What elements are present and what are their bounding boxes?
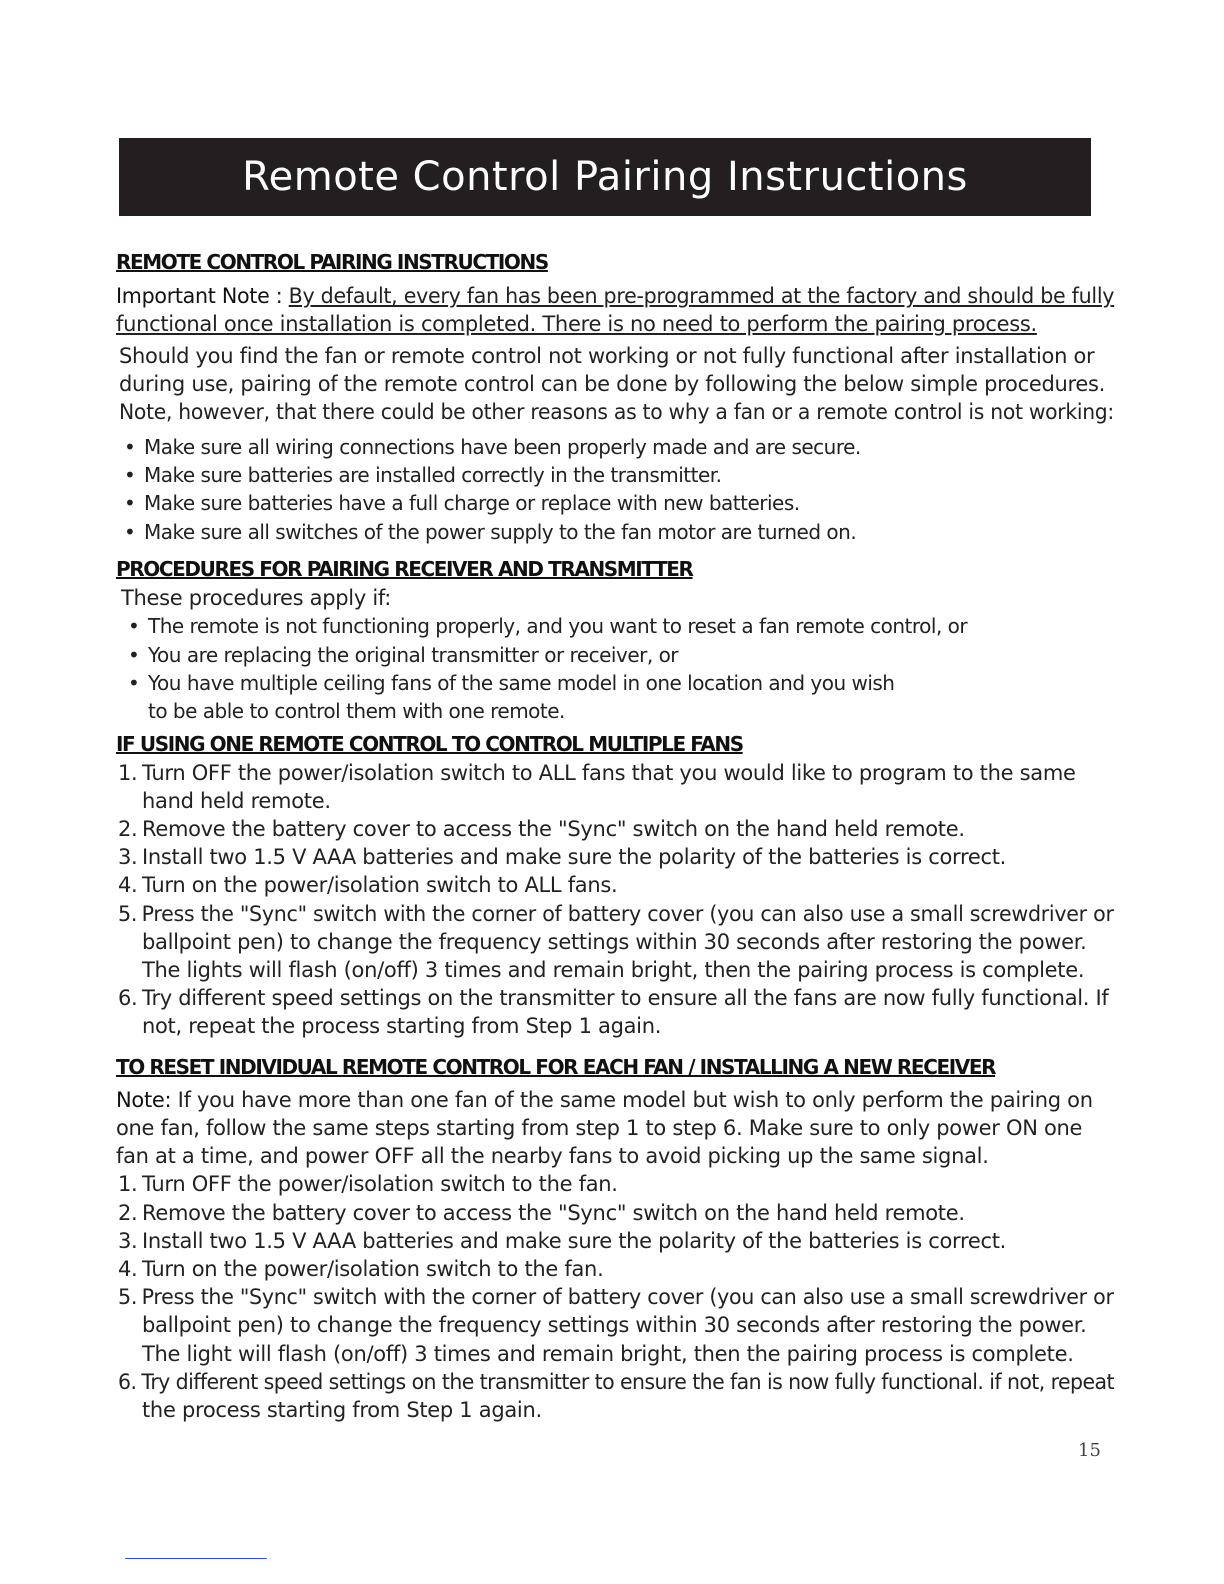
- step-text: Press the "Sync" switch with the corner of battery cover (you can also use a small screwdriver or: [141, 1285, 1114, 1309]
- step-item: [118, 759, 1076, 787]
- list-item: [128, 612, 967, 640]
- bullet-icon: •: [124, 491, 136, 515]
- list-item-text: You are replacing the original transmitter or receiver, or: [148, 643, 679, 667]
- section-heading-reset-individual: TO RESET INDIVIDUAL REMOTE CONTROL FOR EACH FAN / INSTALLING A NEW RECEIVER: [116, 1055, 996, 1079]
- note-text-1: If you have more than one fan of the same model but wish to only perform the pairing on: [171, 1088, 1093, 1112]
- step-item: [118, 1255, 603, 1283]
- step-number: 5.: [118, 1285, 138, 1309]
- important-note-label: Important Note :: [116, 284, 289, 308]
- list-item: [124, 518, 856, 546]
- important-note-line-2: functional once installation is completed. There is no need to perform the pairing process.: [116, 312, 1037, 336]
- step-text: Install two 1.5 V AAA batteries and make sure the polarity of the batteries is correct.: [142, 1229, 1007, 1253]
- step-item: [118, 1283, 1114, 1311]
- list-item: [128, 641, 678, 669]
- section-heading-multiple-fans: IF USING ONE REMOTE CONTROL TO CONTROL MULTIPLE FANS: [116, 732, 743, 756]
- step-text: Press the "Sync" switch with the corner of battery cover (you can also use a small screwdriver or: [141, 902, 1114, 926]
- step-item: [118, 984, 1109, 1012]
- footer-divider: [125, 1558, 267, 1559]
- note-line-3: fan at a time, and power OFF all the nearby fans to avoid picking up the same signal.: [116, 1144, 989, 1168]
- list-item-text: Make sure all wiring connections have been properly made and are secure.: [144, 435, 861, 459]
- step-number: 1.: [118, 1172, 138, 1196]
- step-text-continued: ballpoint pen) to change the frequency settings within 30 seconds after restoring the power.: [142, 930, 1087, 954]
- note-label: Note:: [116, 1088, 172, 1112]
- step-number: 6.: [118, 1370, 137, 1394]
- list-item-text: The remote is not functioning properly, and you want to reset a fan remote control, or: [148, 614, 968, 638]
- title-banner: [119, 138, 1091, 216]
- step-item: [118, 1368, 1114, 1396]
- step-text: Try different speed settings on the transmitter to ensure the fan is now fully functional. if not, repeat: [141, 1370, 1114, 1394]
- step-item: [118, 843, 1006, 871]
- step-text-continued: The lights will flash (on/off) 3 times and remain bright, then the pairing process is complete.: [142, 958, 1085, 982]
- procedures-intro: These procedures apply if:: [121, 586, 391, 610]
- step-text: Remove the battery cover to access the "Sync" switch on the hand held remote.: [142, 1201, 965, 1225]
- step-item: [118, 900, 1114, 928]
- list-item-text: Make sure batteries are installed correctly in the transmitter.: [144, 463, 722, 487]
- bullet-icon: •: [124, 520, 136, 544]
- section-heading-procedures: PROCEDURES FOR PAIRING RECEIVER AND TRANSMITTER: [116, 557, 693, 581]
- step-text: Turn on the power/isolation switch to the fan.: [142, 1257, 604, 1281]
- step-number: 3.: [118, 845, 138, 869]
- intro-paragraph-line-1: Should you find the fan or remote control not working or not fully functional after installation or: [119, 344, 1095, 368]
- step-number: 5.: [118, 902, 138, 926]
- step-text-continued: not, repeat the process starting from Step 1 again.: [142, 1014, 662, 1038]
- step-text: Try different speed settings on the transmitter to ensure all the fans are now fully functional. If: [142, 986, 1109, 1010]
- page-number: 15: [1078, 1440, 1101, 1461]
- note-line-1: [116, 1086, 1093, 1114]
- bullet-icon: •: [124, 463, 136, 487]
- step-text: Install two 1.5 V AAA batteries and make sure the polarity of the batteries is correct.: [142, 845, 1007, 869]
- step-text-continued: the process starting from Step 1 again.: [142, 1398, 542, 1422]
- list-item-text: You have multiple ceiling fans of the same model in one location and you wish: [148, 671, 895, 695]
- intro-paragraph-line-3: Note, however, that there could be other reasons as to why a fan or a remote control is not working:: [119, 400, 1114, 424]
- step-number: 6.: [118, 986, 138, 1010]
- list-item: [124, 461, 722, 489]
- step-text-continued: The light will flash (on/off) 3 times and remain bright, then the pairing process is complete.: [142, 1342, 1074, 1366]
- step-number: 4.: [118, 1257, 138, 1281]
- list-item: [128, 669, 894, 697]
- step-text: Turn OFF the power/isolation switch to ALL fans that you would like to program to the same: [142, 761, 1076, 785]
- list-item: [124, 489, 800, 517]
- bullet-icon: •: [128, 671, 140, 695]
- step-number: 4.: [118, 873, 138, 897]
- step-item: [118, 1199, 965, 1227]
- bullet-icon: •: [128, 643, 140, 667]
- bullet-icon: •: [124, 435, 136, 459]
- section-heading-pairing-instructions: REMOTE CONTROL PAIRING INSTRUCTIONS: [116, 250, 548, 274]
- step-text: Turn OFF the power/isolation switch to the fan.: [142, 1172, 618, 1196]
- note-line-2: one fan, follow the same steps starting from step 1 to step 6. Make sure to only power ON one: [116, 1116, 1083, 1140]
- step-text-continued: ballpoint pen) to change the frequency settings within 30 seconds after restoring the power.: [142, 1313, 1087, 1337]
- important-note-text-1: By default, every fan has been pre-programmed at the factory and should be fully: [288, 284, 1115, 308]
- list-item-text: Make sure all switches of the power supply to the fan motor are turned on.: [144, 520, 857, 544]
- step-number: 2.: [118, 817, 138, 841]
- list-item-continuation: to be able to control them with one remote.: [148, 699, 565, 723]
- list-item-text: Make sure batteries have a full charge or replace with new batteries.: [144, 491, 800, 515]
- important-note-line-1: [116, 282, 1114, 310]
- step-item: [118, 1227, 1006, 1255]
- step-item: [118, 871, 617, 899]
- step-text: Remove the battery cover to access the "Sync" switch on the hand held remote.: [142, 817, 965, 841]
- page-title: Remote Control Pairing Instructions: [242, 154, 968, 200]
- bullet-icon: •: [128, 614, 140, 638]
- step-text: Turn on the power/isolation switch to ALL fans.: [142, 873, 618, 897]
- step-number: 2.: [118, 1201, 138, 1225]
- intro-paragraph-line-2: during use, pairing of the remote control can be done by following the below simple procedures.: [119, 372, 1106, 396]
- step-number: 3.: [118, 1229, 138, 1253]
- step-number: 1.: [118, 761, 138, 785]
- step-item: [118, 815, 965, 843]
- list-item: [124, 433, 861, 461]
- step-item: [118, 1170, 618, 1198]
- step-text-continued: hand held remote.: [142, 789, 331, 813]
